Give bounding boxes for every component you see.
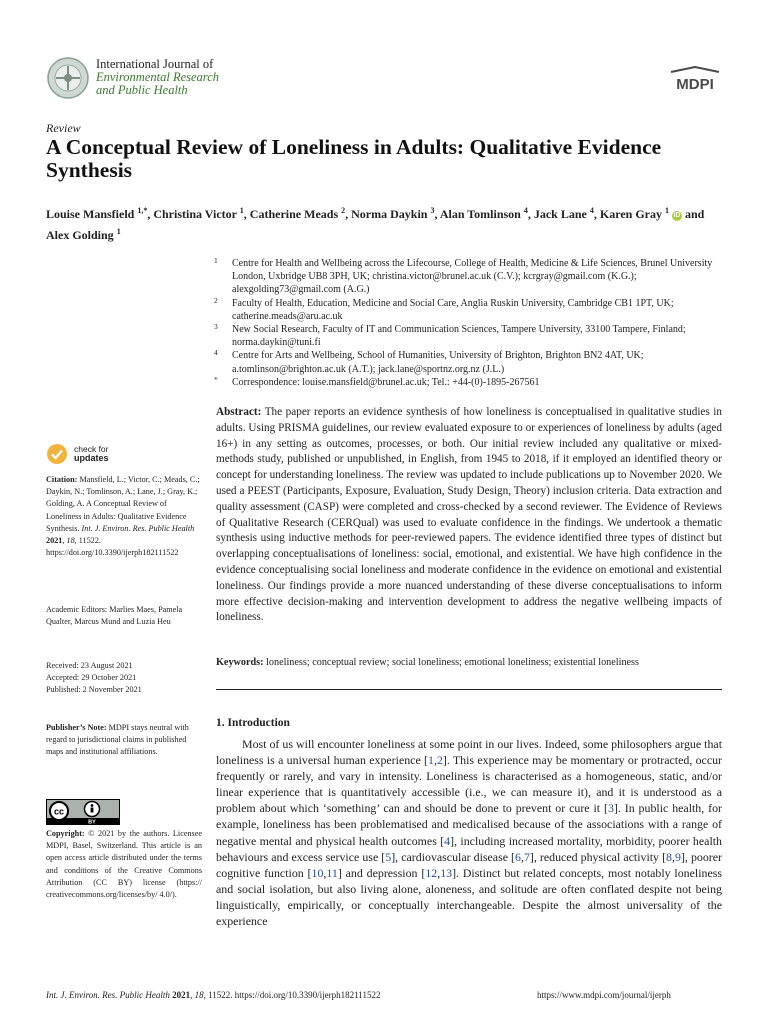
author-name: Alan Tomlinson (439, 207, 521, 221)
keywords-label: Keywords: (216, 657, 264, 668)
affiliation-item (214, 257, 734, 297)
section-heading-introduction: 1. Introduction (216, 717, 290, 729)
introduction-paragraph (216, 736, 722, 929)
reference-link[interactable]: 6 (515, 849, 521, 864)
author-affiliation-mark: 1 (116, 227, 121, 236)
check-for-updates-button[interactable] (46, 443, 109, 465)
affiliation-text: Correspondence: louise.mansfield@brunel.ac.uk; Tel.: +44-(0)-1895-267561 (232, 376, 540, 388)
reference-link[interactable]: 9 (674, 849, 681, 864)
intro-text: , (433, 753, 437, 768)
academic-editors: Academic Editors: Marlies Maes, Pamela Qualter, Marcus Mund and Luzia Heu (46, 605, 183, 627)
journal-logo-icon (46, 56, 90, 100)
orcid-icon[interactable]: iD (673, 212, 681, 219)
author-affiliation-mark: 2 (341, 206, 346, 215)
reference-link[interactable]: 3 (607, 801, 614, 816)
author[interactable] (250, 207, 345, 221)
affiliation-number: 2 (214, 295, 218, 305)
citation-block: Citation: Mansfield, L.; Victor, C.; Meads, C.; Daykin, N.; Tomlinson, A.; Lane, J.; Gray, K.; Golding, A. A Conceptual Review of Loneliness in Adults: Qualitative Evidence Synthesis. Int. J. Environ. Res. Public Health 2021, 18, 11522. https://doi.org/10.3390/ijerph182111522 (46, 475, 200, 558)
affiliation-number: 3 (214, 322, 218, 332)
svg-text:cc: cc (53, 806, 65, 817)
citation-label: Citation: (46, 475, 78, 484)
citation-volume: 18 (66, 536, 75, 546)
affiliation-list (214, 257, 734, 389)
citation-doi[interactable]: , 11522. https://doi.org/10.3390/ijerph182111522 (46, 536, 179, 558)
article-type: Review (46, 121, 81, 135)
footer-year: 2021 (172, 990, 191, 1000)
reference-link[interactable]: 12 (425, 865, 438, 880)
author-affiliation-mark: 3 (430, 206, 435, 215)
intro-text: Most of us will encounter loneliness at some point in our lives. Indeed, some philosophers argue that loneliness is a universal human experience [ (216, 737, 722, 768)
intro-text: , (437, 865, 441, 880)
reference-link[interactable]: 11 (326, 865, 338, 880)
author-name: Louise Mansfield (46, 207, 135, 221)
publishers-note-text: MDPI stays neutral with regard to jurisdictional claims in published maps and institutional affiliations. (46, 723, 189, 757)
author[interactable] (440, 207, 528, 221)
received-date: Received: 23 August 2021 (46, 661, 133, 670)
reference-link[interactable]: 13 (440, 865, 453, 880)
publication-dates (46, 660, 202, 697)
reference-link[interactable]: 1 (428, 753, 434, 768)
author[interactable] (351, 207, 434, 221)
journal-name-line3: and Public Health (96, 83, 188, 97)
check-for-updates-line2: updates (74, 453, 109, 463)
journal-name (96, 58, 219, 97)
intro-text: ], reduced physical activity [ (529, 849, 667, 864)
intro-text: , (520, 849, 524, 864)
affiliation-item (214, 349, 734, 375)
author-name: Jack Lane (533, 207, 587, 221)
publishers-note-label: Publisher’s Note: (46, 723, 107, 732)
mdpi-logo (667, 66, 723, 94)
author-name: Christina Victor (153, 207, 237, 221)
affiliation-item (214, 323, 734, 349)
intro-text: ], poorer cognitive function [ (216, 849, 722, 880)
abstract-label: Abstract: (216, 406, 262, 418)
intro-text: ] and depression [ (337, 865, 426, 880)
cc-by-text: BY (88, 819, 96, 825)
affiliation-text: Faculty of Health, Education, Medicine and Social Care, Anglia Ruskin University, Cambridge CB1 1PT, UK; catherine.meads@aru.ac.uk (232, 297, 674, 322)
footer-journal-url[interactable]: https://www.mdpi.com/journal/ijerph (537, 990, 671, 1000)
author-affiliation-mark: 1,* (137, 206, 148, 215)
author-affiliation-mark: 4 (523, 206, 528, 215)
citation-year: 2021 (46, 536, 63, 546)
reference-link[interactable]: 5 (385, 849, 392, 864)
citation-journal: Int. J. Environ. Res. Public Health (81, 523, 195, 533)
intro-text: ], cardiovascular disease [ (391, 849, 516, 864)
check-for-updates-label (74, 445, 109, 463)
affiliation-number: * (214, 374, 218, 384)
affiliation-text: Centre for Arts and Wellbeing, School of Humanities, University of Brighton, Brighton BN2 4AT, UK; a.tomlinson@brighton.ac.uk (A.T.); jack.lane@sportnz.org.nz (J.L.) (232, 350, 644, 375)
author[interactable] (153, 207, 243, 221)
author-name: Catherine Meads (249, 207, 339, 221)
author[interactable] (600, 207, 682, 221)
keywords-text: loneliness; conceptual review; social loneliness; emotional loneliness; existential loneliness (266, 657, 639, 668)
affiliation-text: New Social Research, Faculty of IT and Communication Sciences, Tampere University, 33100 Tampere, Finland; norma.daykin@tuni.fi (232, 324, 686, 349)
intro-text: , (323, 865, 327, 880)
author-affiliation-mark: 1 (664, 206, 669, 215)
footer-citation: Int. J. Environ. Res. Public Health 2021, 18, 11522. https://doi.org/10.3390/ijerph182111522 (46, 990, 381, 1000)
abstract (216, 405, 722, 626)
footer-doi[interactable]: , 11522. https://doi.org/10.3390/ijerph182111522 (203, 990, 381, 1000)
abstract-text: The paper reports an evidence synthesis of how loneliness is conceptualised in qualitative studies in adults. Using PRISMA guidelines, our review evaluated exposure to or experiences of loneliness by adults (aged 16+) in any setting as outcomes, processes, or both. Our initial review included any qualitative or mixed-methods study, published or unpublished, in English, from 1945 to 2018, if it employed an identified theory or concept for understanding loneliness. The review was updated to include publications up to November 2020. We used a PEEST (Participants, Exposure, Evaluation, Study Design, Theory) inclusion criteria. Data extraction and quality assessment (CASP) were completed and cross-checked by a second reviewer. The Evidence of Reviews of Qualitative Research (CERQual) was used to evaluate confidence in the findings. We undertook a thematic synthesis using inductive methods for peer-reviewed papers. The evidence identified three types of distinct but overlapping conceptualisations of loneliness: social, emotional, and existential. We have high confidence in the evidence conceptualising social loneliness and moderate confidence in the evidence on emotional and existential loneliness. Our findings provide a more nuanced understanding of these diverse conceptualisations to inform more effective decision-making and intervention development to address the negative wellbeing impacts of loneliness. (216, 406, 722, 624)
check-for-updates-line1: check for (74, 444, 109, 454)
affiliation-number: 1 (214, 256, 218, 265)
published-date: Published: 2 November 2021 (46, 685, 142, 695)
copyright-notice (46, 828, 202, 901)
section-divider (216, 689, 722, 690)
mdpi-logo-text: MDPI (676, 76, 714, 93)
intro-text: ]. In public health, for example, loneliness has been problematised and medicalised because of the associations with a range of negative mental and physical health outcomes [ (216, 801, 722, 848)
intro-text: ]. Distinct but related concepts, most notably loneliness and social isolation, but also living alone, aloneness, and solitude are often conflated despite not being linguistically, empirically, or conceptually interchangeable. Despite the almost universality of the experience (216, 865, 722, 929)
intro-text: ], including increased mortality, morbidity, poorer health behaviours and excess service use [ (216, 833, 722, 864)
author-affiliation-mark: 4 (589, 206, 594, 215)
copyright-label: Copyright: (46, 829, 85, 838)
footer-journal: Int. J. Environ. Res. Public Health (46, 990, 170, 1000)
affiliation-item (214, 376, 734, 389)
reference-link[interactable]: 10 (311, 865, 324, 880)
affiliation-number: 4 (214, 348, 218, 358)
author-list: Louise Mansfield $^{1,*}$, Christina Victor $^1$, Catherine Meads $^2$, Norma Daykin $^3$, Alan Tomlinson $^4$, Jack Lane $^4$, Karen Gray $^1$ iD and Alex Golding $^1$ (46, 206, 705, 242)
publishers-note (46, 722, 202, 759)
author-name: Alex Golding (46, 228, 114, 242)
check-for-updates-icon (46, 443, 68, 465)
reference-link[interactable]: 4 (444, 833, 451, 848)
intro-text: ]. This experience may be momentary or protracted, occur frequently or rarely, and vary in intensity. Loneliness is characterised as a homogeneous, static, and/or linear experience that is quantitatively accessible (i.e., we can measure it), and it is understood as a problem about which ‘something’ can and should be done to prevent or cure it [ (216, 753, 723, 816)
author[interactable] (46, 207, 147, 221)
author-name: Karen Gray (599, 207, 662, 221)
affiliation-item (214, 297, 734, 323)
citation-text: Mansfield, L.; Victor, C.; Meads, C.; Daykin, N.; Tomlinson, A.; Lane, J.; Gray, K.; Golding, A. A Conceptual Review of Loneliness in Adults: Qualitative Evidence Synthesis. (46, 475, 200, 533)
cc-by-license-badge[interactable] (46, 799, 120, 825)
accepted-date: Accepted: 29 October 2021 (46, 673, 137, 683)
copyright-text: © 2021 by the authors. Licensee MDPI, Basel, Switzerland. This article is an open access article distributed under the terms and conditions of the Creative Commons Attribution (CC BY) license (https:// creativecommons.org/licenses/by/ 4.0/). (46, 829, 203, 900)
reference-link[interactable]: 2 (436, 753, 443, 768)
reference-link[interactable]: 7 (523, 849, 530, 864)
intro-text: , (672, 849, 675, 864)
author-name: Norma Daykin (351, 207, 428, 221)
reference-link[interactable]: 8 (666, 849, 672, 864)
journal-name-line1: International Journal of (96, 57, 214, 71)
keywords (216, 656, 722, 670)
journal-name-line2: Environmental Research (96, 70, 219, 84)
article-title: A Conceptual Review of Loneliness in Adults: Qualitative Evidence Synthesis (46, 135, 662, 182)
affiliation-text: Centre for Health and Wellbeing across the Lifecourse, College of Health, Medicine & Life Sciences, Brunel University London, Uxbridge UB8 3PH, UK; christina.victor@brunel.ac.uk (C.V.); kcrgray@gmail.com (K.G.); alexgolding73@gmail.com (A.G.) (232, 258, 713, 296)
author[interactable] (46, 228, 121, 242)
author-affiliation-mark: 1 (239, 206, 244, 215)
author[interactable] (534, 207, 594, 221)
footer-volume: 18 (194, 990, 204, 1000)
